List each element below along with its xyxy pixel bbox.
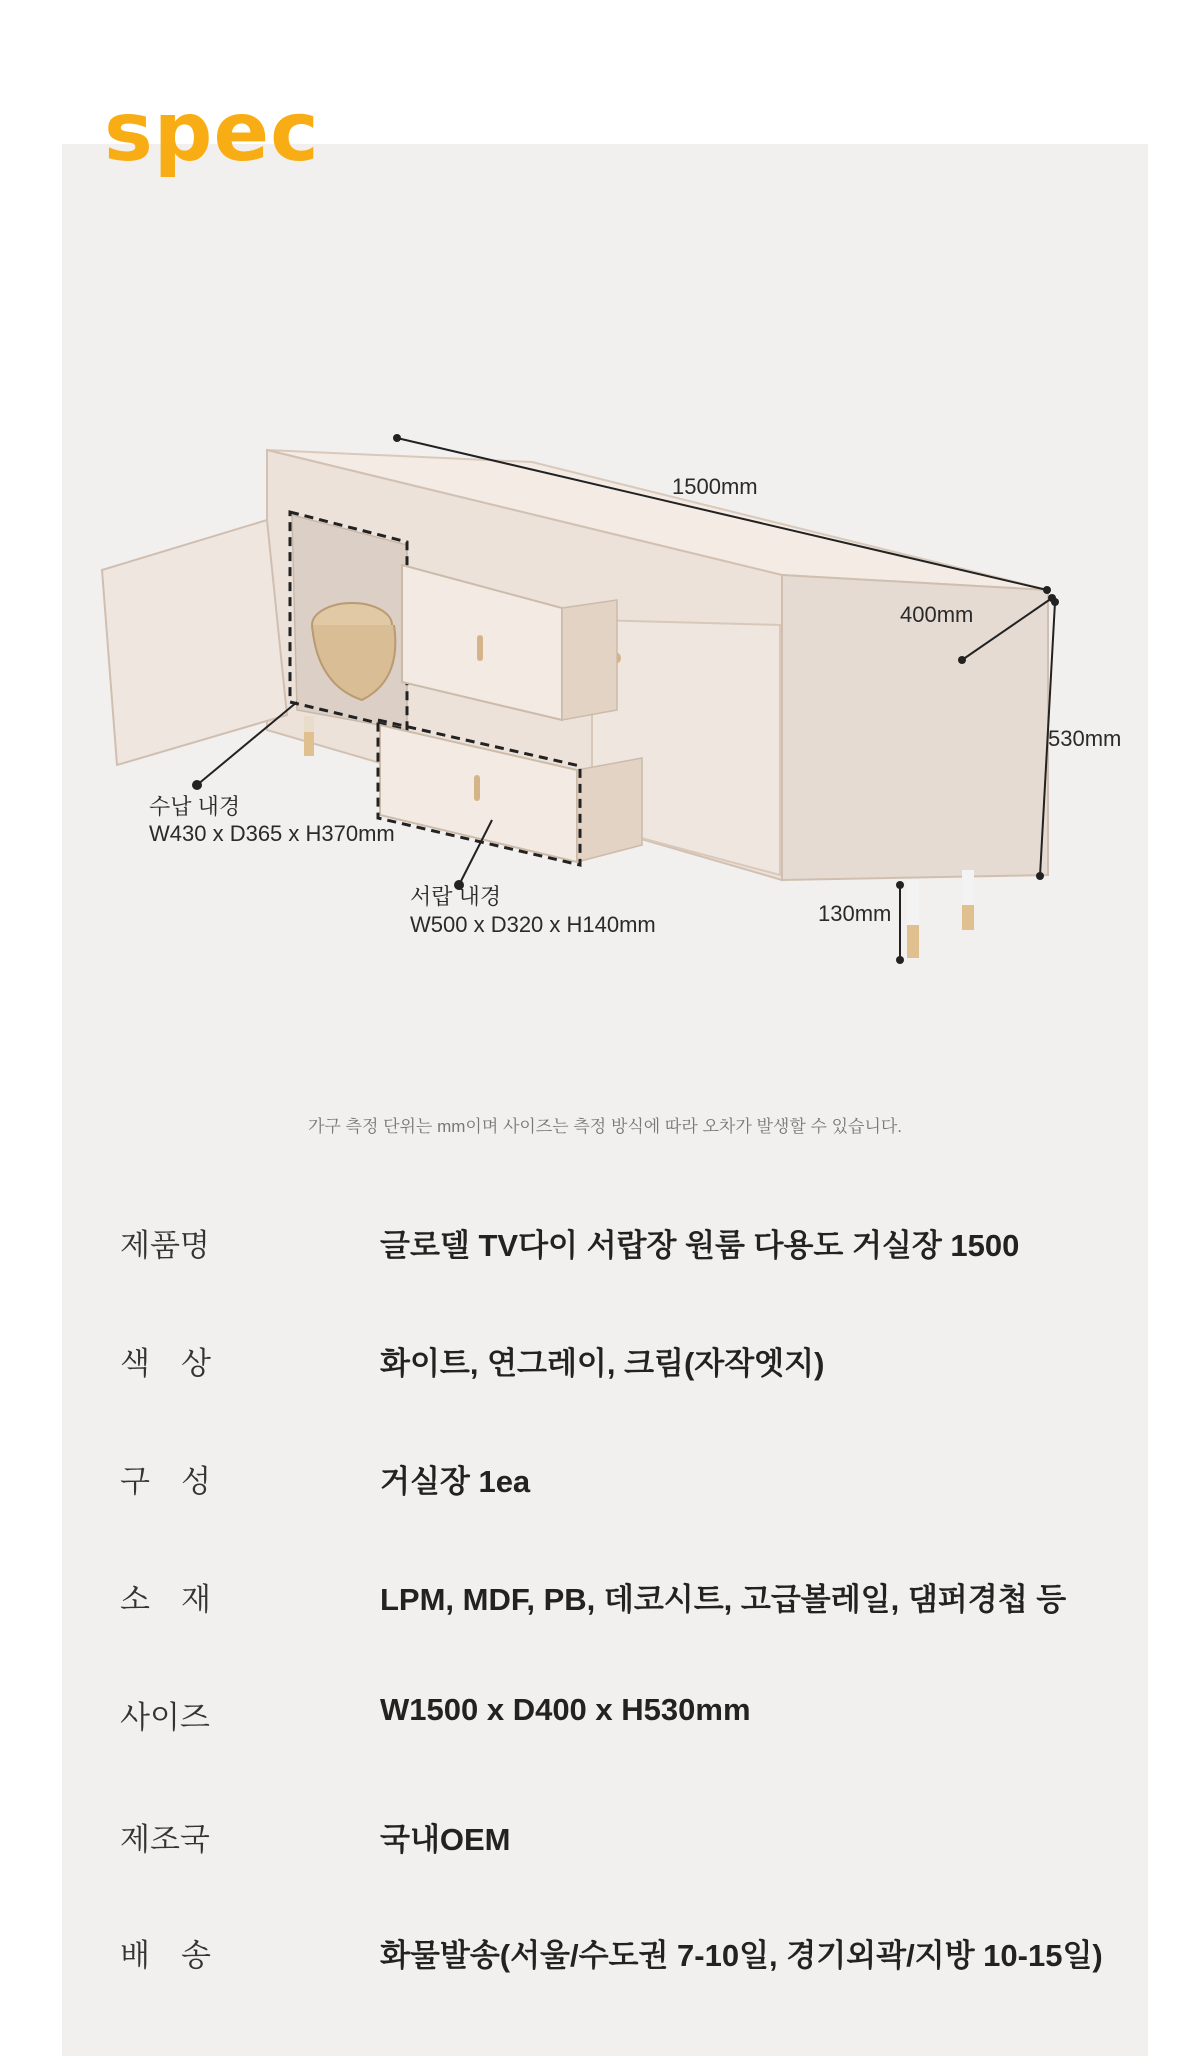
spec-key: 색 상 [120, 1346, 211, 1381]
page-title: spec [104, 85, 320, 180]
spec-key: 구 성 [120, 1464, 211, 1499]
spec-row-delivery [120, 1930, 1120, 1980]
drawer-interior-size: W500 x D320 x H140mm [410, 912, 656, 937]
spec-row-color [120, 1338, 1120, 1388]
spec-key: 사이즈 [120, 1700, 210, 1735]
height-dimension-label: 530mm [1048, 726, 1122, 751]
spec-key: 배 송 [120, 1938, 211, 1973]
tv-cabinet-illustration [62, 420, 1148, 980]
spec-row-origin [120, 1814, 1120, 1864]
spec-row-material [120, 1574, 1120, 1624]
product-diagram [62, 420, 1148, 980]
depth-dimension-label: 400mm [900, 602, 974, 627]
measurement-note: 가구 측정 단위는 mm이며 사이즈는 측정 방식에 따라 오차가 발생할 수 있습니다. [307, 1117, 903, 1136]
width-dimension-label: 1500mm [672, 474, 758, 499]
storage-interior-size: W430 x D365 x H370mm [149, 821, 395, 846]
spec-value: 국내OEM [380, 1822, 511, 1857]
spec-value: 화이트, 연그레이, 크림(자작엣지) [380, 1346, 825, 1381]
spec-key: 소 재 [120, 1582, 211, 1617]
storage-interior-title: 수납 내경 [149, 794, 241, 819]
spec-value: 화물발송(서울/수도권 7-10일, 경기외곽/지방 10-15일) [380, 1938, 1103, 1973]
spec-row-product-name [120, 1220, 1120, 1270]
spec-value: LPM, MDF, PB, 데코시트, 고급볼레일, 댐퍼경첩 등 [380, 1582, 1067, 1617]
leg-height-dimension-label: 130mm [818, 901, 892, 926]
spec-key: 제품명 [120, 1228, 210, 1263]
spec-value: 거실장 1ea [380, 1464, 531, 1499]
spec-value: W1500 x D400 x H530mm [380, 1692, 751, 1727]
spec-row-composition [120, 1456, 1120, 1506]
spec-value: 글로델 TV다이 서랍장 원룸 다용도 거실장 1500 [380, 1228, 1020, 1263]
drawer-interior-title: 서랍 내경 [410, 884, 502, 909]
spec-key: 제조국 [120, 1822, 210, 1857]
spec-row-size [120, 1692, 1120, 1742]
